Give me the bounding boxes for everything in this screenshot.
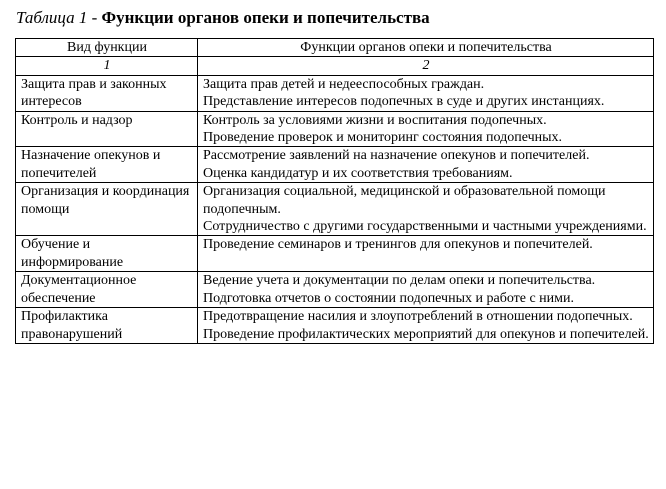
function-line: Организация социальной, медицинской и образовательной помощи подопечным.: [203, 184, 606, 217]
function-kind-cell: Документационное обеспечение: [16, 272, 198, 308]
function-description-cell: [198, 236, 654, 272]
function-kind-cell: Контроль и надзор: [16, 111, 198, 147]
table-row: [16, 236, 654, 272]
caption-label: Таблица 1: [16, 8, 88, 27]
table-row: [16, 111, 654, 147]
table-row: [16, 183, 654, 236]
function-description-cell: [198, 75, 654, 111]
function-description-cell: [198, 183, 654, 236]
column-number-1: 1: [16, 57, 198, 75]
function-line: Подготовка отчетов о состоянии подопечных и работе с ними.: [203, 290, 575, 306]
column-number-row: [16, 57, 654, 75]
header-row: [16, 39, 654, 57]
table-row: [16, 75, 654, 111]
function-description-cell: [198, 308, 654, 344]
function-description-cell: [198, 147, 654, 183]
table-caption: [16, 7, 430, 29]
function-kind-cell: Профилактика правонарушений: [16, 308, 198, 344]
column-header-kind: Вид функции: [16, 39, 198, 57]
caption-separator: -: [87, 8, 102, 27]
function-line: Сотрудничество с другими государственными и частными учреждениями.: [203, 219, 647, 235]
function-line: Ведение учета и документации по делам опеки и попечительства.: [203, 273, 596, 289]
function-line: Проведение проверок и мониторинг состояния подопечных.: [203, 130, 563, 146]
function-line: Защита прав детей и недееспособных граждан.: [203, 76, 485, 92]
table-row: [16, 308, 654, 344]
table-row: [16, 147, 654, 183]
column-header-functions: Функции органов опеки и попечительства: [198, 39, 654, 57]
function-line: Представление интересов подопечных в суде и других инстанциях.: [203, 94, 605, 110]
table-row: [16, 272, 654, 308]
function-kind-cell: Организация и координация помощи: [16, 183, 198, 236]
function-kind-cell: Назначение опекунов и попечителей: [16, 147, 198, 183]
function-line: Проведение семинаров и тренингов для опекунов и попечителей.: [203, 237, 593, 253]
function-description-cell: [198, 111, 654, 147]
function-line: Оценка кандидатур и их соответствия требованиям.: [203, 165, 513, 181]
function-description-cell: [198, 272, 654, 308]
function-line: Контроль за условиями жизни и воспитания подопечных.: [203, 112, 547, 128]
function-line: Рассмотрение заявлений на назначение опекунов и попечителей.: [203, 148, 590, 164]
function-kind-cell: Обучение и информирование: [16, 236, 198, 272]
functions-table: [15, 38, 654, 344]
column-number-2: 2: [198, 57, 654, 75]
function-kind-cell: Защита прав и законных интересов: [16, 75, 198, 111]
function-line: Проведение профилактических мероприятий для опекунов и попечителей.: [203, 326, 649, 342]
caption-title: Функции органов опеки и попечительства: [101, 8, 430, 27]
function-line: Предотвращение насилия и злоупотреблений в отношении подопечных.: [203, 309, 633, 325]
